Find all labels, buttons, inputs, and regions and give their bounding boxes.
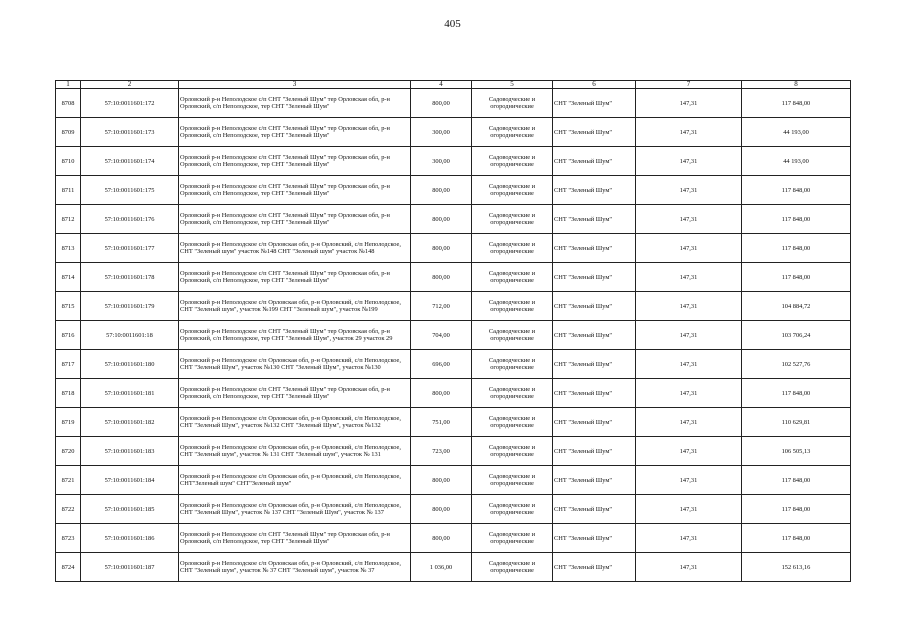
address-cell: Орловский р-н Неполодское с/п СНТ "Зеленый Шум" тер Орловская обл, р-н Орловский, с/п Неполодское, тер СНТ "Зеленый Шум" <box>179 205 411 234</box>
unit-price-cell: 147,31 <box>636 350 742 379</box>
page-number: 405 <box>444 18 461 30</box>
land-use-cell: Садоводческие и огороднические <box>472 379 553 408</box>
table-row <box>56 408 851 437</box>
row-number-cell: 8710 <box>56 147 81 176</box>
area-cell: 800,00 <box>411 379 472 408</box>
address-cell: Орловский р-н Неполодское с/п Орловская обл, р-н Орловский, с/п Неполодское, СНТ "Зеленый Шум", участок №132 СНТ "Зеленый Шум", участок №132 <box>179 408 411 437</box>
unit-price-cell: 147,31 <box>636 408 742 437</box>
land-use-cell: Садоводческие и огороднические <box>472 524 553 553</box>
row-number-cell: 8721 <box>56 466 81 495</box>
unit-price-cell: 147,31 <box>636 263 742 292</box>
unit-price-cell: 147,31 <box>636 205 742 234</box>
area-cell: 800,00 <box>411 89 472 118</box>
total-value-cell: 117 848,00 <box>742 89 851 118</box>
row-number-cell: 8712 <box>56 205 81 234</box>
total-value-cell: 110 629,81 <box>742 408 851 437</box>
cadastral-number-cell: 57:10:0011601:185 <box>81 495 179 524</box>
area-cell: 800,00 <box>411 495 472 524</box>
land-use-cell: Садоводческие и огороднические <box>472 350 553 379</box>
unit-price-cell: 147,31 <box>636 89 742 118</box>
owner-cell: СНТ "Зеленый Шум" <box>553 89 636 118</box>
table-row <box>56 437 851 466</box>
table-row <box>56 234 851 263</box>
cadastral-number-cell: 57:10:0011601:187 <box>81 553 179 582</box>
owner-cell: СНТ "Зеленый Шум" <box>553 350 636 379</box>
table-body <box>56 89 851 582</box>
address-cell: Орловский р-н Неполодское с/п СНТ "Зеленый Шум" тер Орловская обл, р-н Орловский, с/п Неполодское, тер СНТ "Зеленый Шум" <box>179 263 411 292</box>
cadastral-number-cell: 57:10:0011601:174 <box>81 147 179 176</box>
row-number-cell: 8720 <box>56 437 81 466</box>
owner-cell: СНТ "Зеленый Шум" <box>553 292 636 321</box>
address-cell: Орловский р-н Неполодское с/п Орловская обл, р-н Орловский, с/п Неполодское, СНТ "Зеленый Шум", участок №130 СНТ "Зеленый Шум", участок №130 <box>179 350 411 379</box>
row-number-cell: 8718 <box>56 379 81 408</box>
row-number-cell: 8713 <box>56 234 81 263</box>
row-number-cell: 8724 <box>56 553 81 582</box>
unit-price-cell: 147,31 <box>636 147 742 176</box>
table-row <box>56 553 851 582</box>
total-value-cell: 44 193,00 <box>742 118 851 147</box>
area-cell: 1 036,00 <box>411 553 472 582</box>
col-header-6: 6 <box>553 81 636 89</box>
row-number-cell: 8714 <box>56 263 81 292</box>
unit-price-cell: 147,31 <box>636 466 742 495</box>
total-value-cell: 117 848,00 <box>742 263 851 292</box>
col-header-4: 4 <box>411 81 472 89</box>
table-row <box>56 321 851 350</box>
land-use-cell: Садоводческие и огороднические <box>472 321 553 350</box>
table-row <box>56 292 851 321</box>
cadastral-number-cell: 57:10:0011601:18 <box>81 321 179 350</box>
total-value-cell: 117 848,00 <box>742 379 851 408</box>
address-cell: Орловский р-н Неполодское с/п СНТ "Зеленый Шум" тер Орловская обл, р-н Орловский, с/п Неполодское, тер СНТ "Зеленый Шум" <box>179 524 411 553</box>
unit-price-cell: 147,31 <box>636 495 742 524</box>
land-use-cell: Садоводческие и огороднические <box>472 437 553 466</box>
unit-price-cell: 147,31 <box>636 118 742 147</box>
table-row <box>56 263 851 292</box>
address-cell: Орловский р-н Неполодское с/п СНТ "Зеленый Шум" тер Орловская обл, р-н Орловский, с/п Неполодское, тер СНТ "Зеленый Шум" <box>179 118 411 147</box>
land-use-cell: Садоводческие и огороднические <box>472 89 553 118</box>
table-row <box>56 176 851 205</box>
col-header-1: 1 <box>56 81 81 89</box>
address-cell: Орловский р-н Неполодское с/п Орловская обл, р-н Орловский, с/п Неполодское, СНТ "Зеленый шум" участок №148 СНТ "Зеленый шум" участок №148 <box>179 234 411 263</box>
area-cell: 800,00 <box>411 234 472 263</box>
area-cell: 800,00 <box>411 176 472 205</box>
cadastral-number-cell: 57:10:0011601:175 <box>81 176 179 205</box>
area-cell: 723,00 <box>411 437 472 466</box>
total-value-cell: 152 613,16 <box>742 553 851 582</box>
area-cell: 300,00 <box>411 147 472 176</box>
cadastral-number-cell: 57:10:0011601:186 <box>81 524 179 553</box>
unit-price-cell: 147,31 <box>636 321 742 350</box>
land-register-table <box>55 80 851 582</box>
land-use-cell: Садоводческие и огороднические <box>472 176 553 205</box>
col-header-3: 3 <box>179 81 411 89</box>
column-number-row <box>56 81 851 89</box>
owner-cell: СНТ "Зеленый Шум" <box>553 524 636 553</box>
table-row <box>56 466 851 495</box>
row-number-cell: 8716 <box>56 321 81 350</box>
owner-cell: СНТ "Зеленый Шум" <box>553 118 636 147</box>
address-cell: Орловский р-н Неполодское с/п Орловская обл, р-н Орловский, с/п Неполодское, СНТ "Зеленый шум", участок № 37 СНТ "Зеленый шум", участок № 37 <box>179 553 411 582</box>
address-cell: Орловский р-н Неполодское с/п Орловская обл, р-н Орловский, с/п Неполодское, СНТ "Зеленый шум", участок № 131 СНТ "Зеленый шум", участок № 131 <box>179 437 411 466</box>
land-use-cell: Садоводческие и огороднические <box>472 118 553 147</box>
owner-cell: СНТ "Зеленый Шум" <box>553 553 636 582</box>
table-row <box>56 350 851 379</box>
area-cell: 696,00 <box>411 350 472 379</box>
cadastral-number-cell: 57:10:0011601:178 <box>81 263 179 292</box>
owner-cell: СНТ "Зеленый Шум" <box>553 234 636 263</box>
total-value-cell: 117 848,00 <box>742 495 851 524</box>
address-cell: Орловский р-н Неполодское с/п СНТ "Зеленый Шум" тер Орловская обл, р-н Орловский, с/п Неполодское, тер СНТ "Зеленый Шум" <box>179 147 411 176</box>
total-value-cell: 117 848,00 <box>742 176 851 205</box>
table-row <box>56 379 851 408</box>
address-cell: Орловский р-н Неполодское с/п СНТ "Зеленый Шум" тер Орловская обл, р-н Орловский, с/п Неполодское, тер СНТ "Зеленый Шум" <box>179 379 411 408</box>
unit-price-cell: 147,31 <box>636 176 742 205</box>
owner-cell: СНТ "Зеленый Шум" <box>553 176 636 205</box>
address-cell: Орловский р-н Неполодское с/п СНТ "Зеленый Шум" тер Орловская обл, р-н Орловский, с/п Неполодское, тер СНТ "Зеленый Шум" <box>179 176 411 205</box>
unit-price-cell: 147,31 <box>636 379 742 408</box>
total-value-cell: 103 706,24 <box>742 321 851 350</box>
total-value-cell: 102 527,76 <box>742 350 851 379</box>
land-use-cell: Садоводческие и огороднические <box>472 234 553 263</box>
area-cell: 800,00 <box>411 466 472 495</box>
total-value-cell: 117 848,00 <box>742 524 851 553</box>
row-number-cell: 8711 <box>56 176 81 205</box>
table-row <box>56 524 851 553</box>
land-use-cell: Садоводческие и огороднические <box>472 263 553 292</box>
cadastral-number-cell: 57:10:0011601:173 <box>81 118 179 147</box>
table-row <box>56 118 851 147</box>
owner-cell: СНТ "Зеленый Шум" <box>553 263 636 292</box>
col-header-7: 7 <box>636 81 742 89</box>
land-use-cell: Садоводческие и огороднические <box>472 466 553 495</box>
row-number-cell: 8715 <box>56 292 81 321</box>
cadastral-number-cell: 57:10:0011601:177 <box>81 234 179 263</box>
area-cell: 751,00 <box>411 408 472 437</box>
cadastral-number-cell: 57:10:0011601:181 <box>81 379 179 408</box>
row-number-cell: 8708 <box>56 89 81 118</box>
row-number-cell: 8709 <box>56 118 81 147</box>
address-cell: Орловский р-н Неполодское с/п СНТ "Зеленый Шум" тер Орловская обл, р-н Орловский, с/п Неполодское, тер СНТ "Зеленый Шум", участок 29 участок 29 <box>179 321 411 350</box>
land-use-cell: Садоводческие и огороднические <box>472 495 553 524</box>
land-use-cell: Садоводческие и огороднические <box>472 205 553 234</box>
area-cell: 800,00 <box>411 263 472 292</box>
address-cell: Орловский р-н Неполодское с/п Орловская обл, р-н Орловский, с/п Неполодское, СНТ"Зеленый шум" СНТ"Зеленый шум" <box>179 466 411 495</box>
area-cell: 704,00 <box>411 321 472 350</box>
total-value-cell: 117 848,00 <box>742 205 851 234</box>
cadastral-number-cell: 57:10:0011601:176 <box>81 205 179 234</box>
cadastral-number-cell: 57:10:0011601:182 <box>81 408 179 437</box>
land-use-cell: Садоводческие и огороднические <box>472 147 553 176</box>
address-cell: Орловский р-н Неполодское с/п Орловская обл, р-н Орловский, с/п Неполодское, СНТ "Зеленый Шум", участок № 137 СНТ "Зеленый Шум", участок № 137 <box>179 495 411 524</box>
unit-price-cell: 147,31 <box>636 553 742 582</box>
total-value-cell: 117 848,00 <box>742 234 851 263</box>
owner-cell: СНТ "Зеленый Шум" <box>553 379 636 408</box>
col-header-8: 8 <box>742 81 851 89</box>
land-use-cell: Садоводческие и огороднические <box>472 408 553 437</box>
row-number-cell: 8717 <box>56 350 81 379</box>
owner-cell: СНТ "Зеленый Шум" <box>553 495 636 524</box>
cadastral-number-cell: 57:10:0011601:172 <box>81 89 179 118</box>
land-use-cell: Садоводческие и огороднические <box>472 553 553 582</box>
table-row <box>56 89 851 118</box>
owner-cell: СНТ "Зеленый Шум" <box>553 408 636 437</box>
cadastral-number-cell: 57:10:0011601:183 <box>81 437 179 466</box>
cadastral-number-cell: 57:10:0011601:180 <box>81 350 179 379</box>
table-header <box>56 81 851 89</box>
unit-price-cell: 147,31 <box>636 234 742 263</box>
table-row <box>56 205 851 234</box>
total-value-cell: 104 884,72 <box>742 292 851 321</box>
total-value-cell: 44 193,00 <box>742 147 851 176</box>
area-cell: 800,00 <box>411 524 472 553</box>
row-number-cell: 8719 <box>56 408 81 437</box>
row-number-cell: 8722 <box>56 495 81 524</box>
area-cell: 300,00 <box>411 118 472 147</box>
address-cell: Орловский р-н Неполодское с/п СНТ "Зеленый Шум" тер Орловская обл, р-н Орловский, с/п Неполодское, тер СНТ "Зеленый Шум" <box>179 89 411 118</box>
owner-cell: СНТ "Зеленый Шум" <box>553 205 636 234</box>
table-row <box>56 147 851 176</box>
owner-cell: СНТ "Зеленый Шум" <box>553 147 636 176</box>
owner-cell: СНТ "Зеленый Шум" <box>553 437 636 466</box>
unit-price-cell: 147,31 <box>636 524 742 553</box>
col-header-2: 2 <box>81 81 179 89</box>
land-use-cell: Садоводческие и огороднические <box>472 292 553 321</box>
area-cell: 800,00 <box>411 205 472 234</box>
total-value-cell: 117 848,00 <box>742 466 851 495</box>
cadastral-number-cell: 57:10:0011601:184 <box>81 466 179 495</box>
col-header-5: 5 <box>472 81 553 89</box>
unit-price-cell: 147,31 <box>636 292 742 321</box>
table-row <box>56 495 851 524</box>
owner-cell: СНТ "Зеленый Шум" <box>553 466 636 495</box>
owner-cell: СНТ "Зеленый Шум" <box>553 321 636 350</box>
address-cell: Орловский р-н Неполодское с/п Орловская обл, р-н Орловский, с/п Неполодское, СНТ "Зеленый шум", участок №199 СНТ "Зеленый шум", участок №199 <box>179 292 411 321</box>
unit-price-cell: 147,31 <box>636 437 742 466</box>
total-value-cell: 106 505,13 <box>742 437 851 466</box>
row-number-cell: 8723 <box>56 524 81 553</box>
cadastral-number-cell: 57:10:0011601:179 <box>81 292 179 321</box>
area-cell: 712,00 <box>411 292 472 321</box>
